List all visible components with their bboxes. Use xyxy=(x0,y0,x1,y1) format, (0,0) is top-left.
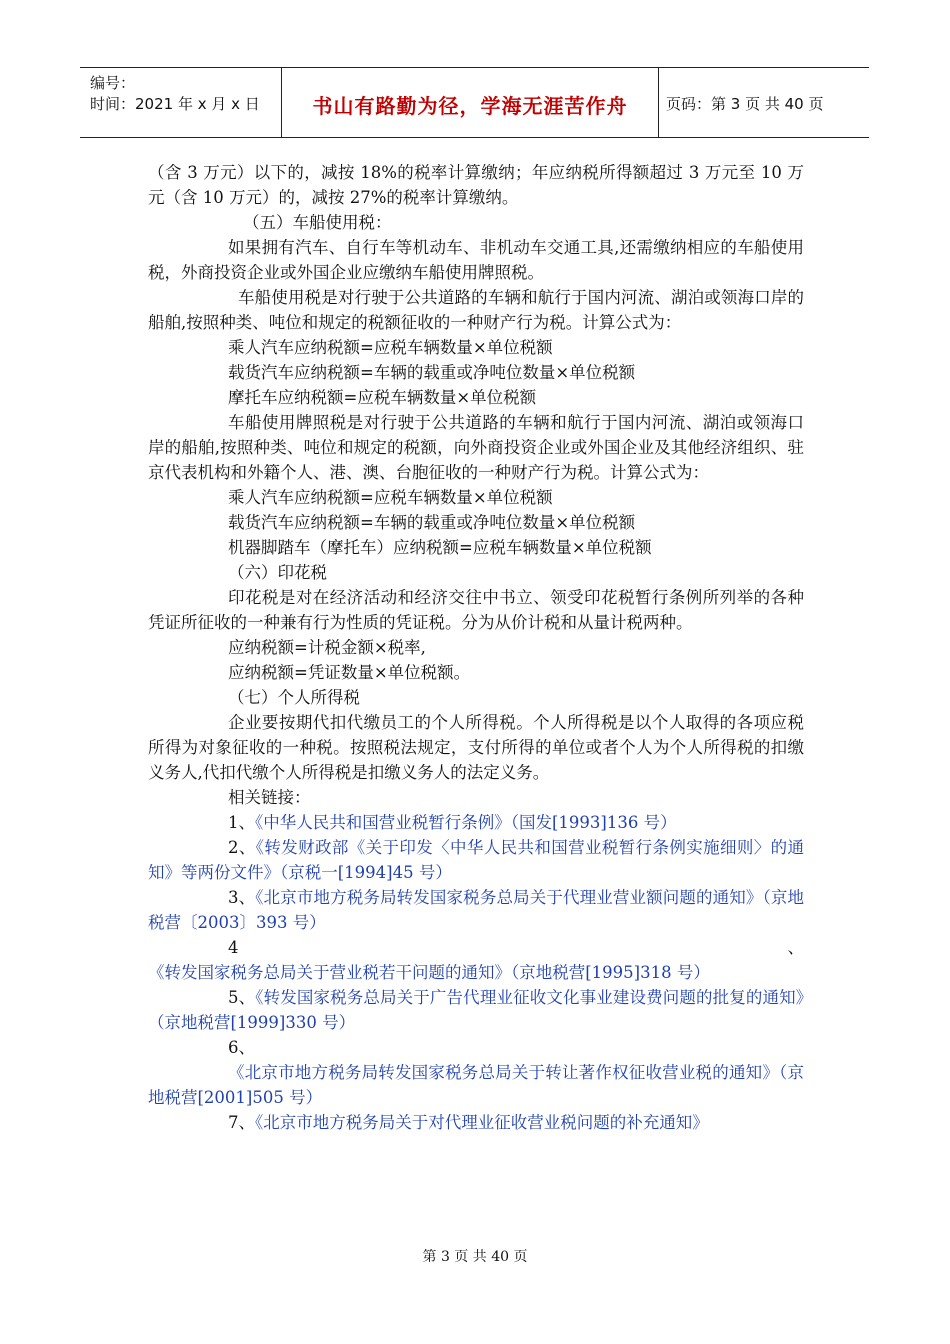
link-number: 2、 xyxy=(228,838,256,857)
link-text[interactable]: 《北京市地方税务局转发国家税务总局关于代理业营业额问题的通知》（京地税营〔2003〕393 号） xyxy=(148,888,805,932)
related-link-item[interactable] xyxy=(148,835,804,885)
related-link-item[interactable] xyxy=(148,935,804,985)
header-motto: 书山有路勤为径，学海无涯苦作舟 xyxy=(312,94,628,118)
link-text[interactable]: 《北京市地方税务局转发国家税务总局关于转让著作权征收营业税的通知》（京地税营[2001]505 号） xyxy=(148,1063,804,1107)
formula-line: 摩托车应纳税额=应税车辆数量×单位税额 xyxy=(228,388,537,407)
section-heading: （五）车船使用税： xyxy=(243,213,392,232)
link-text[interactable]: 《中华人民共和国营业税暂行条例》（国发[1993]136 号） xyxy=(255,813,677,832)
header-left-cell xyxy=(80,68,281,137)
formula-line: 应纳税额=计税金额×税率, xyxy=(228,638,426,657)
paragraph: 如果拥有汽车、自行车等机动车、非机动车交通工具,还需缴纳相应的车船使用税，外商投资企业或外国企业应缴纳车船使用牌照税。 xyxy=(148,238,804,282)
formula-line: 机器脚踏车（摩托车）应纳税额=应税车辆数量×单位税额 xyxy=(228,538,652,557)
link-number: 7、 xyxy=(228,1113,255,1132)
paragraph: 车船使用税是对行驶于公共道路的车辆和航行于国内河流、湖泊或领海口岸的船舶,按照种类、吨位和规定的税额征收的一种财产行为税。计算公式为： xyxy=(148,288,804,332)
link-number: 6、 xyxy=(228,1038,255,1057)
link-number: 1、 xyxy=(228,813,255,832)
paragraph: 企业要按期代扣代缴员工的个人所得税。个人所得税是以个人取得的各项应税所得为对象征收的一种税。按照税法规定，支付所得的单位或者个人为个人所得税的扣缴义务人,代扣代缴个人所得税是扣缴义务人的法定义务。 xyxy=(148,713,804,782)
link-number: 5、 xyxy=(228,988,256,1007)
formula-line: 乘人汽车应纳税额=应税车辆数量×单位税额 xyxy=(228,488,553,507)
header-page-label: 页码：第 3 页 共 40 页 xyxy=(666,95,824,113)
related-link-item[interactable] xyxy=(148,885,804,935)
paragraph: 印花税是对在经济活动和经济交往中书立、领受印花税暂行条例所列举的各种凭证所征收的一种兼有行为性质的凭证税。分为从价计税和从量计税两种。 xyxy=(148,588,804,632)
section-heading: （六）印花税 xyxy=(228,563,327,582)
header-center-cell xyxy=(281,68,659,137)
link-number: 3、 xyxy=(228,888,256,907)
link-text[interactable]: 《转发国家税务总局关于营业税若干问题的通知》（京地税营[1995]318 号） xyxy=(148,963,710,982)
related-link-item[interactable] xyxy=(148,1060,804,1110)
related-link-item[interactable] xyxy=(148,985,804,1035)
document-date-label: 时间：2021 年 x 月 x 日 xyxy=(90,95,260,113)
link-text[interactable]: 《北京市地方税务局关于对代理业征收营业税问题的补充通知》 xyxy=(255,1113,709,1132)
section-heading: （七）个人所得税 xyxy=(228,688,360,707)
header-table xyxy=(80,67,869,138)
related-link-item[interactable] xyxy=(148,810,804,835)
link-number: 4、 xyxy=(228,938,804,957)
formula-line: 应纳税额=凭证数量×单位税额。 xyxy=(228,663,471,682)
header-right-cell xyxy=(658,68,869,137)
paragraph: （含 3 万元）以下的，减按 18%的税率计算缴纳；年应纳税所得额超过 3 万元至 10 万元（含 10 万元）的，减按 27%的税率计算缴纳。 xyxy=(148,163,804,207)
document-body xyxy=(148,160,804,1135)
page-footer: 第 3 页 共 40 页 xyxy=(422,1249,528,1265)
link-text[interactable]: 《转发国家税务总局关于广告代理业征收文化事业建设费问题的批复的通知》（京地税营[1999]330 号） xyxy=(148,988,805,1032)
document-number-label: 编号： xyxy=(90,74,136,92)
formula-line: 乘人汽车应纳税额=应税车辆数量×单位税额 xyxy=(228,338,553,357)
related-links-label: 相关链接： xyxy=(228,788,311,807)
formula-line: 载货汽车应纳税额=车辆的载重或净吨位数量×单位税额 xyxy=(228,513,636,532)
link-text[interactable]: 《转发财政部《关于印发〈中华人民共和国营业税暂行条例实施细则〉的通知》等两份文件》（京税一[1994]45 号） xyxy=(148,838,804,882)
paragraph: 车船使用牌照税是对行驶于公共道路的车辆和航行于国内河流、湖泊或领海口岸的船舶,按照种类、吨位和规定的税额，向外商投资企业或外国企业及其他经济组织、驻京代表机构和外籍个人、港、澳、台胞征收的一种财产行为税。计算公式为： xyxy=(148,413,804,482)
related-link-item[interactable] xyxy=(148,1110,804,1135)
related-link-item[interactable] xyxy=(148,1035,804,1060)
formula-line: 载货汽车应纳税额=车辆的载重或净吨位数量×单位税额 xyxy=(228,363,636,382)
